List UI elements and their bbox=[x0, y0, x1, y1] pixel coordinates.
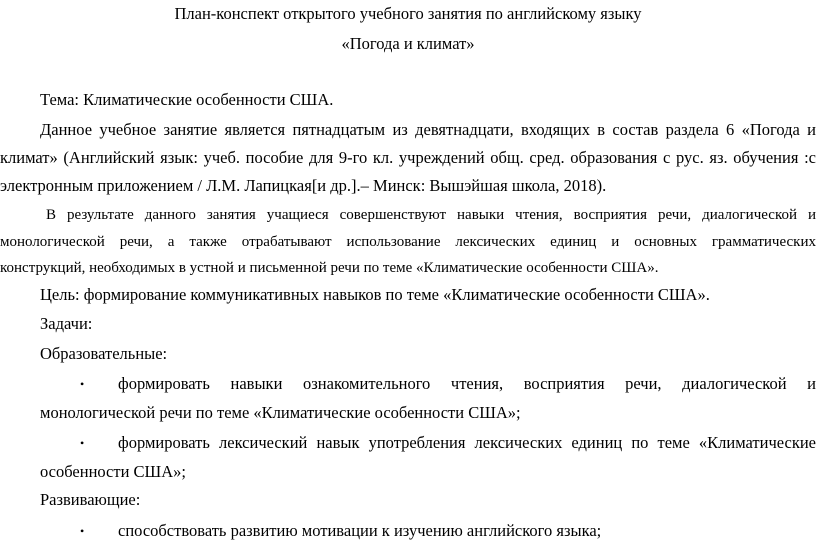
intro-paragraph-line-3: электронным приложением / Л.М. Лапицкая[и др.].– Минск: Вышэйшая школа, 2018). bbox=[0, 176, 607, 195]
bullet-icon: • bbox=[80, 524, 85, 538]
goal-line: Цель: формирование коммуникативных навыков по теме «Климатические особенности США». bbox=[40, 285, 710, 304]
educational-item-2-line-1: формировать лексический навык употребления лексических единиц по теме «Климатические bbox=[118, 433, 816, 452]
intro-paragraph-line-2: климат» (Английский язык: учеб. пособие для 9-го кл. учреждений общ. сред. образования с рус. яз. обучения :с bbox=[0, 148, 816, 167]
developing-item-1-line-1: способствовать развитию мотивации к изучению английского языка; bbox=[118, 521, 602, 540]
document-subtitle: «Погода и климат» bbox=[341, 34, 475, 53]
bullet-icon: • bbox=[80, 377, 85, 391]
result-paragraph-line-1: В результате данного занятия учащиеся совершенствуют навыки чтения, восприятия речи, диалогической и bbox=[46, 207, 816, 223]
bullet-icon: • bbox=[80, 436, 85, 450]
educational-heading: Образовательные: bbox=[40, 344, 168, 363]
document-title: План-конспект открытого учебного занятия по английскому языку bbox=[174, 4, 642, 23]
topic-line: Тема: Климатические особенности США. bbox=[40, 90, 334, 109]
developing-heading: Развивающие: bbox=[40, 490, 141, 509]
educational-item-1-line-2: монологической речи по теме «Климатические особенности США»; bbox=[40, 403, 521, 422]
educational-item-1-line-1: формировать навыки ознакомительного чтения, восприятия речи, диалогической и bbox=[118, 374, 816, 393]
result-paragraph-line-2: монологической речи, а также отрабатывают использование лексических единиц и основных грамматических bbox=[0, 234, 816, 250]
educational-item-2-line-2: особенности США»; bbox=[40, 462, 186, 481]
result-paragraph-line-3: конструкций, необходимых в устной и письменной речи по теме «Климатические особенности США». bbox=[0, 260, 659, 276]
tasks-heading: Задачи: bbox=[40, 314, 93, 333]
intro-paragraph-line-1: Данное учебное занятие является пятнадцатым из девятнадцати, входящих в состав раздела 6 «Погода и bbox=[40, 120, 816, 139]
